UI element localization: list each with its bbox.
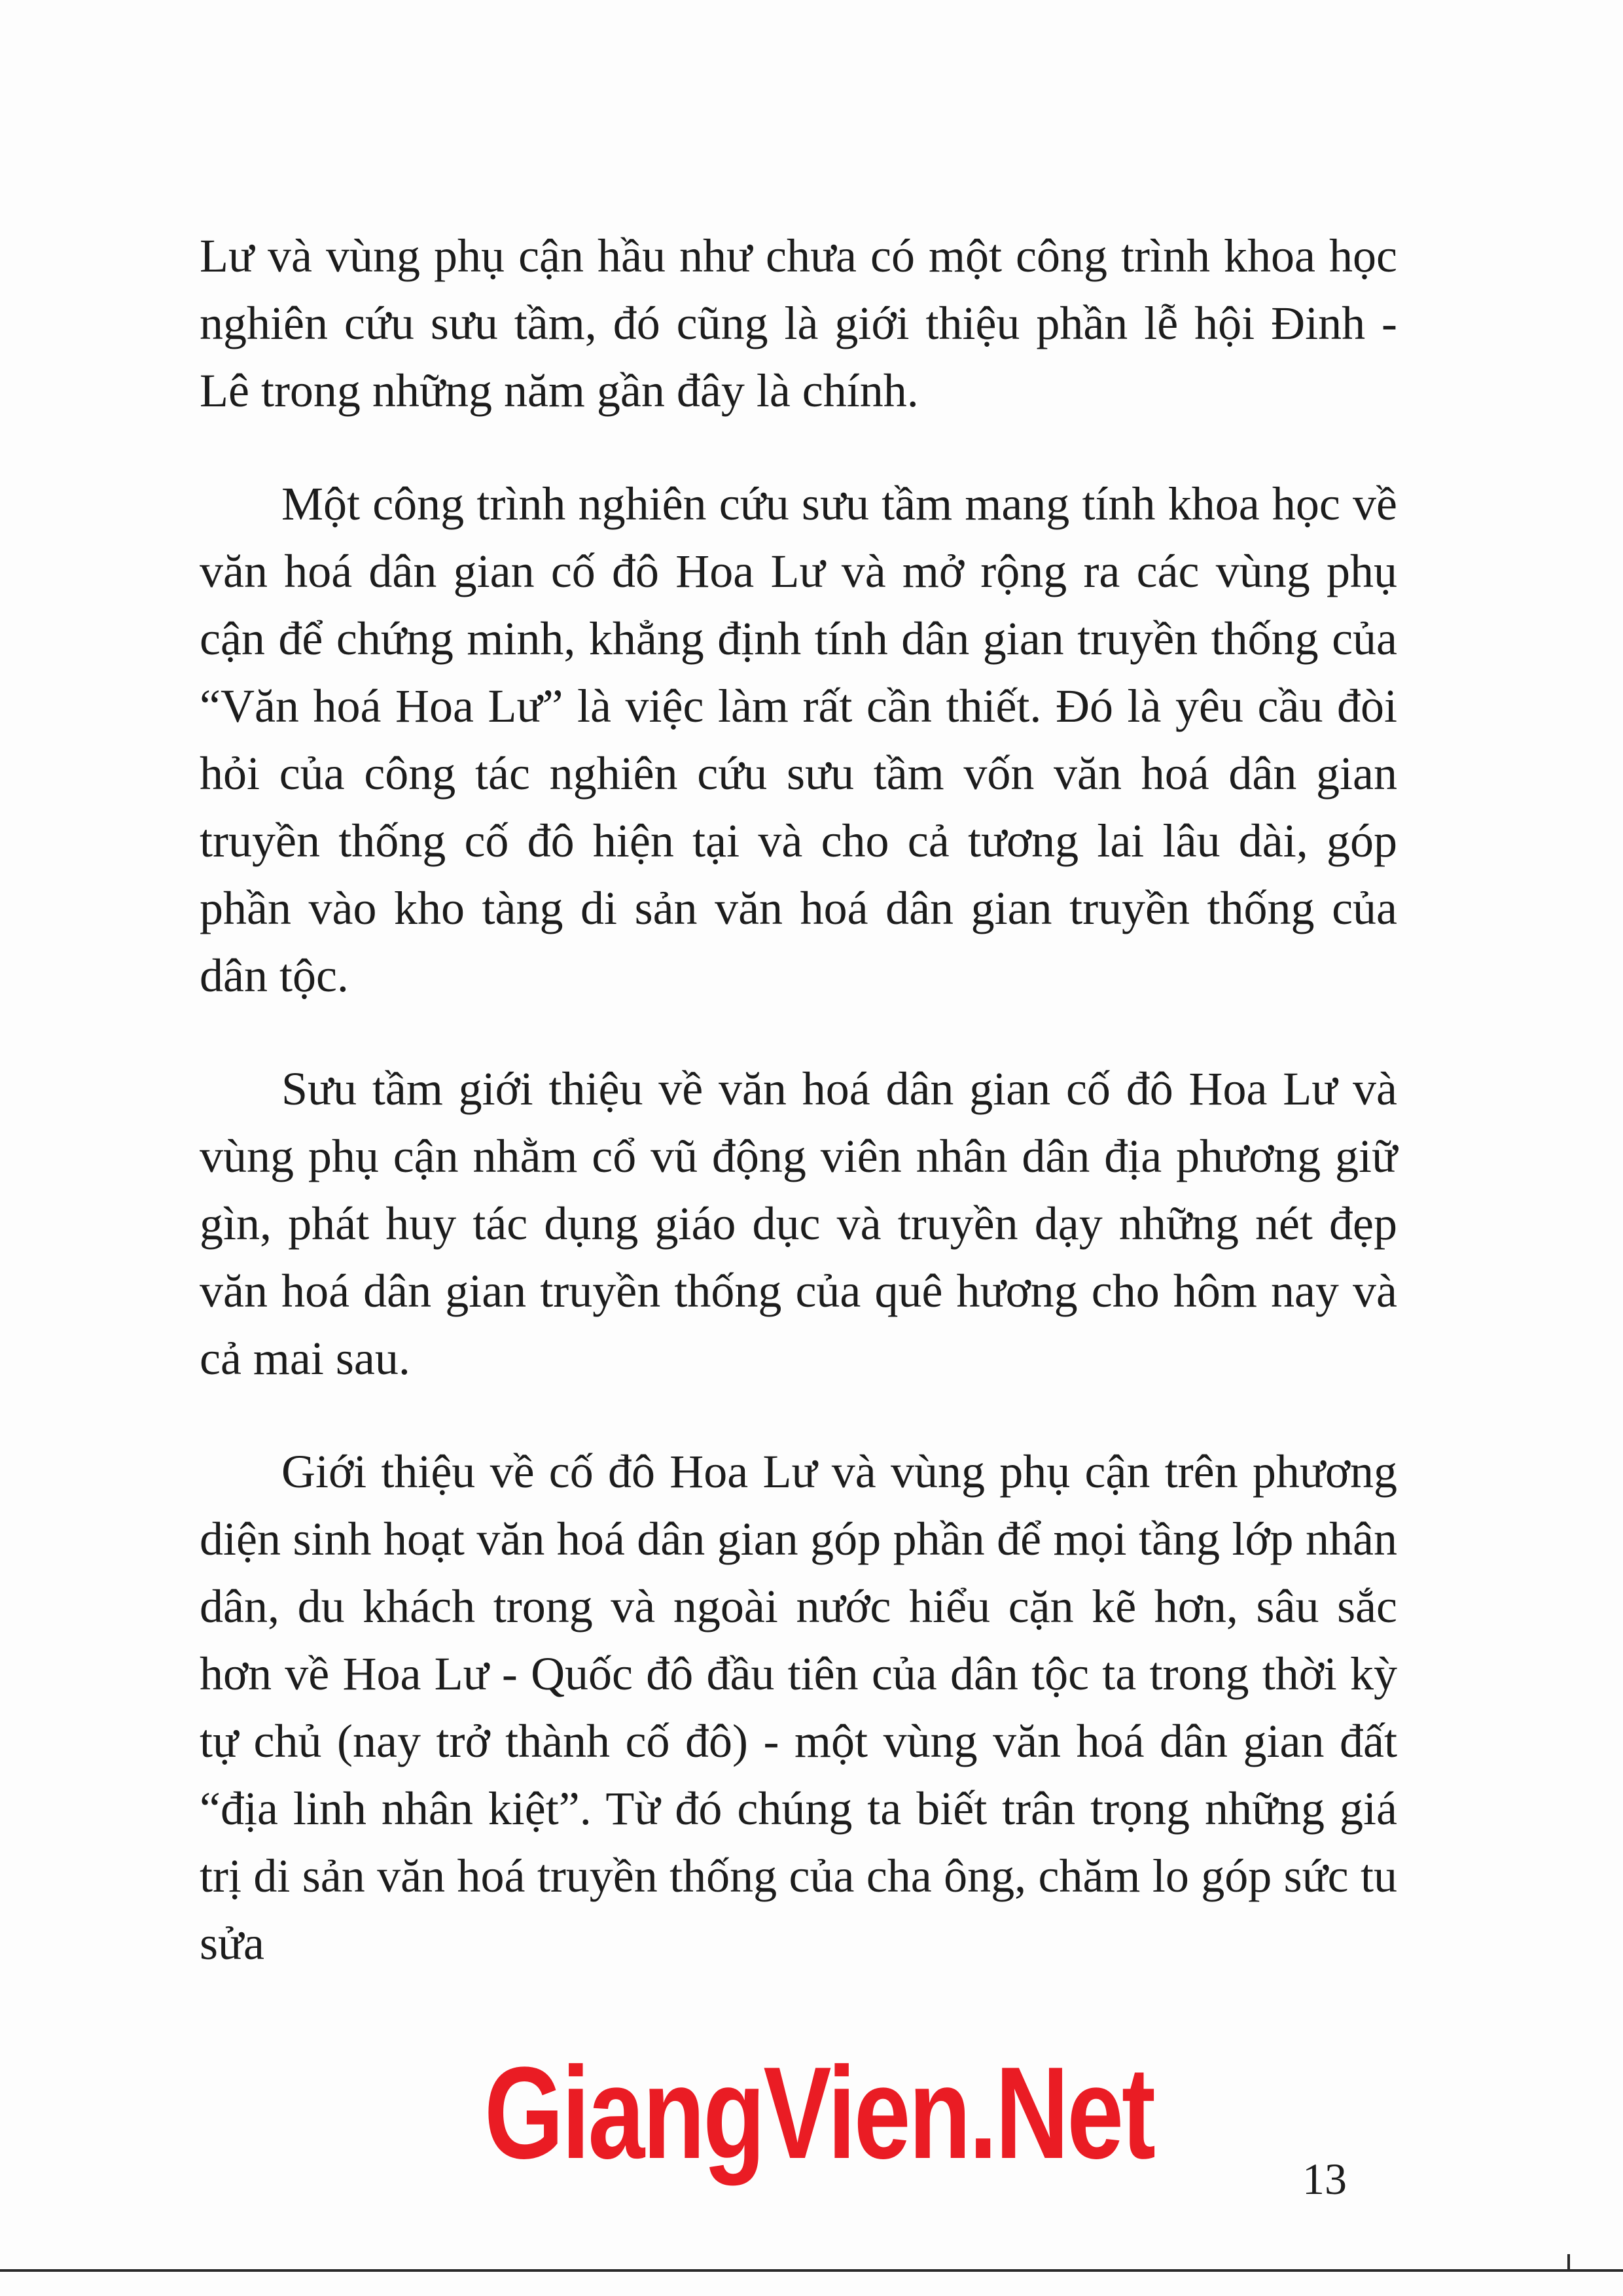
page-number: 13 bbox=[1302, 2154, 1347, 2204]
paragraph-continued: Lư và vùng phụ cận hầu như chưa có một công trình khoa học nghiên cứu sưu tầm, đó cũng là giới thiệu phần lễ hội Đinh - Lê trong những năm gần đây là chính. bbox=[200, 230, 1397, 417]
paragraph: Giới thiệu về cố đô Hoa Lư và vùng phụ cận trên phương diện sinh hoạt văn hoá dân gian góp phần để mọi tầng lớp nhân dân, du khách trong và ngoài nước hiểu cặn kẽ hơn, sâu sắc hơn về Hoa Lư - Quốc đô đầu tiên của dân tộc ta trong thời kỳ tự chủ (nay trở thành cố đô) - một vùng văn hoá dân gian đất “địa linh nhân kiệt”. Từ đó chúng ta biết trân trọng những giá trị di sản văn hoá truyền thống của cha ông, chăm lo góp sức tu sửa bbox=[200, 1445, 1397, 1969]
page-corner-mark bbox=[1567, 2254, 1570, 2270]
body-text bbox=[200, 222, 1397, 2023]
paragraph: Sưu tầm giới thiệu về văn hoá dân gian cố đô Hoa Lư và vùng phụ cận nhằm cổ vũ động viên nhân dân địa phương giữ gìn, phát huy tác dụng giáo dục và truyền dạy những nét đẹp văn hoá dân gian truyền thống của quê hương cho hôm nay và cả mai sau. bbox=[200, 1063, 1397, 1385]
paragraph: Một công trình nghiên cứu sưu tầm mang tính khoa học về văn hoá dân gian cố đô Hoa Lư và mở rộng ra các vùng phụ cận để chứng minh, khẳng định tính dân gian truyền thống của “Văn hoá Hoa Lư” là việc làm rất cần thiết. Đó là yêu cầu đòi hỏi của công tác nghiên cứu sưu tầm vốn văn hoá dân gian truyền thống cố đô hiện tại và cho cả tương lai lâu dài, góp phần vào kho tàng di sản văn hoá dân gian truyền thống của dân tộc. bbox=[200, 478, 1397, 1002]
page-bottom-edge bbox=[0, 2269, 1623, 2272]
watermark-logo: GiangVien.Net bbox=[484, 2040, 1154, 2186]
